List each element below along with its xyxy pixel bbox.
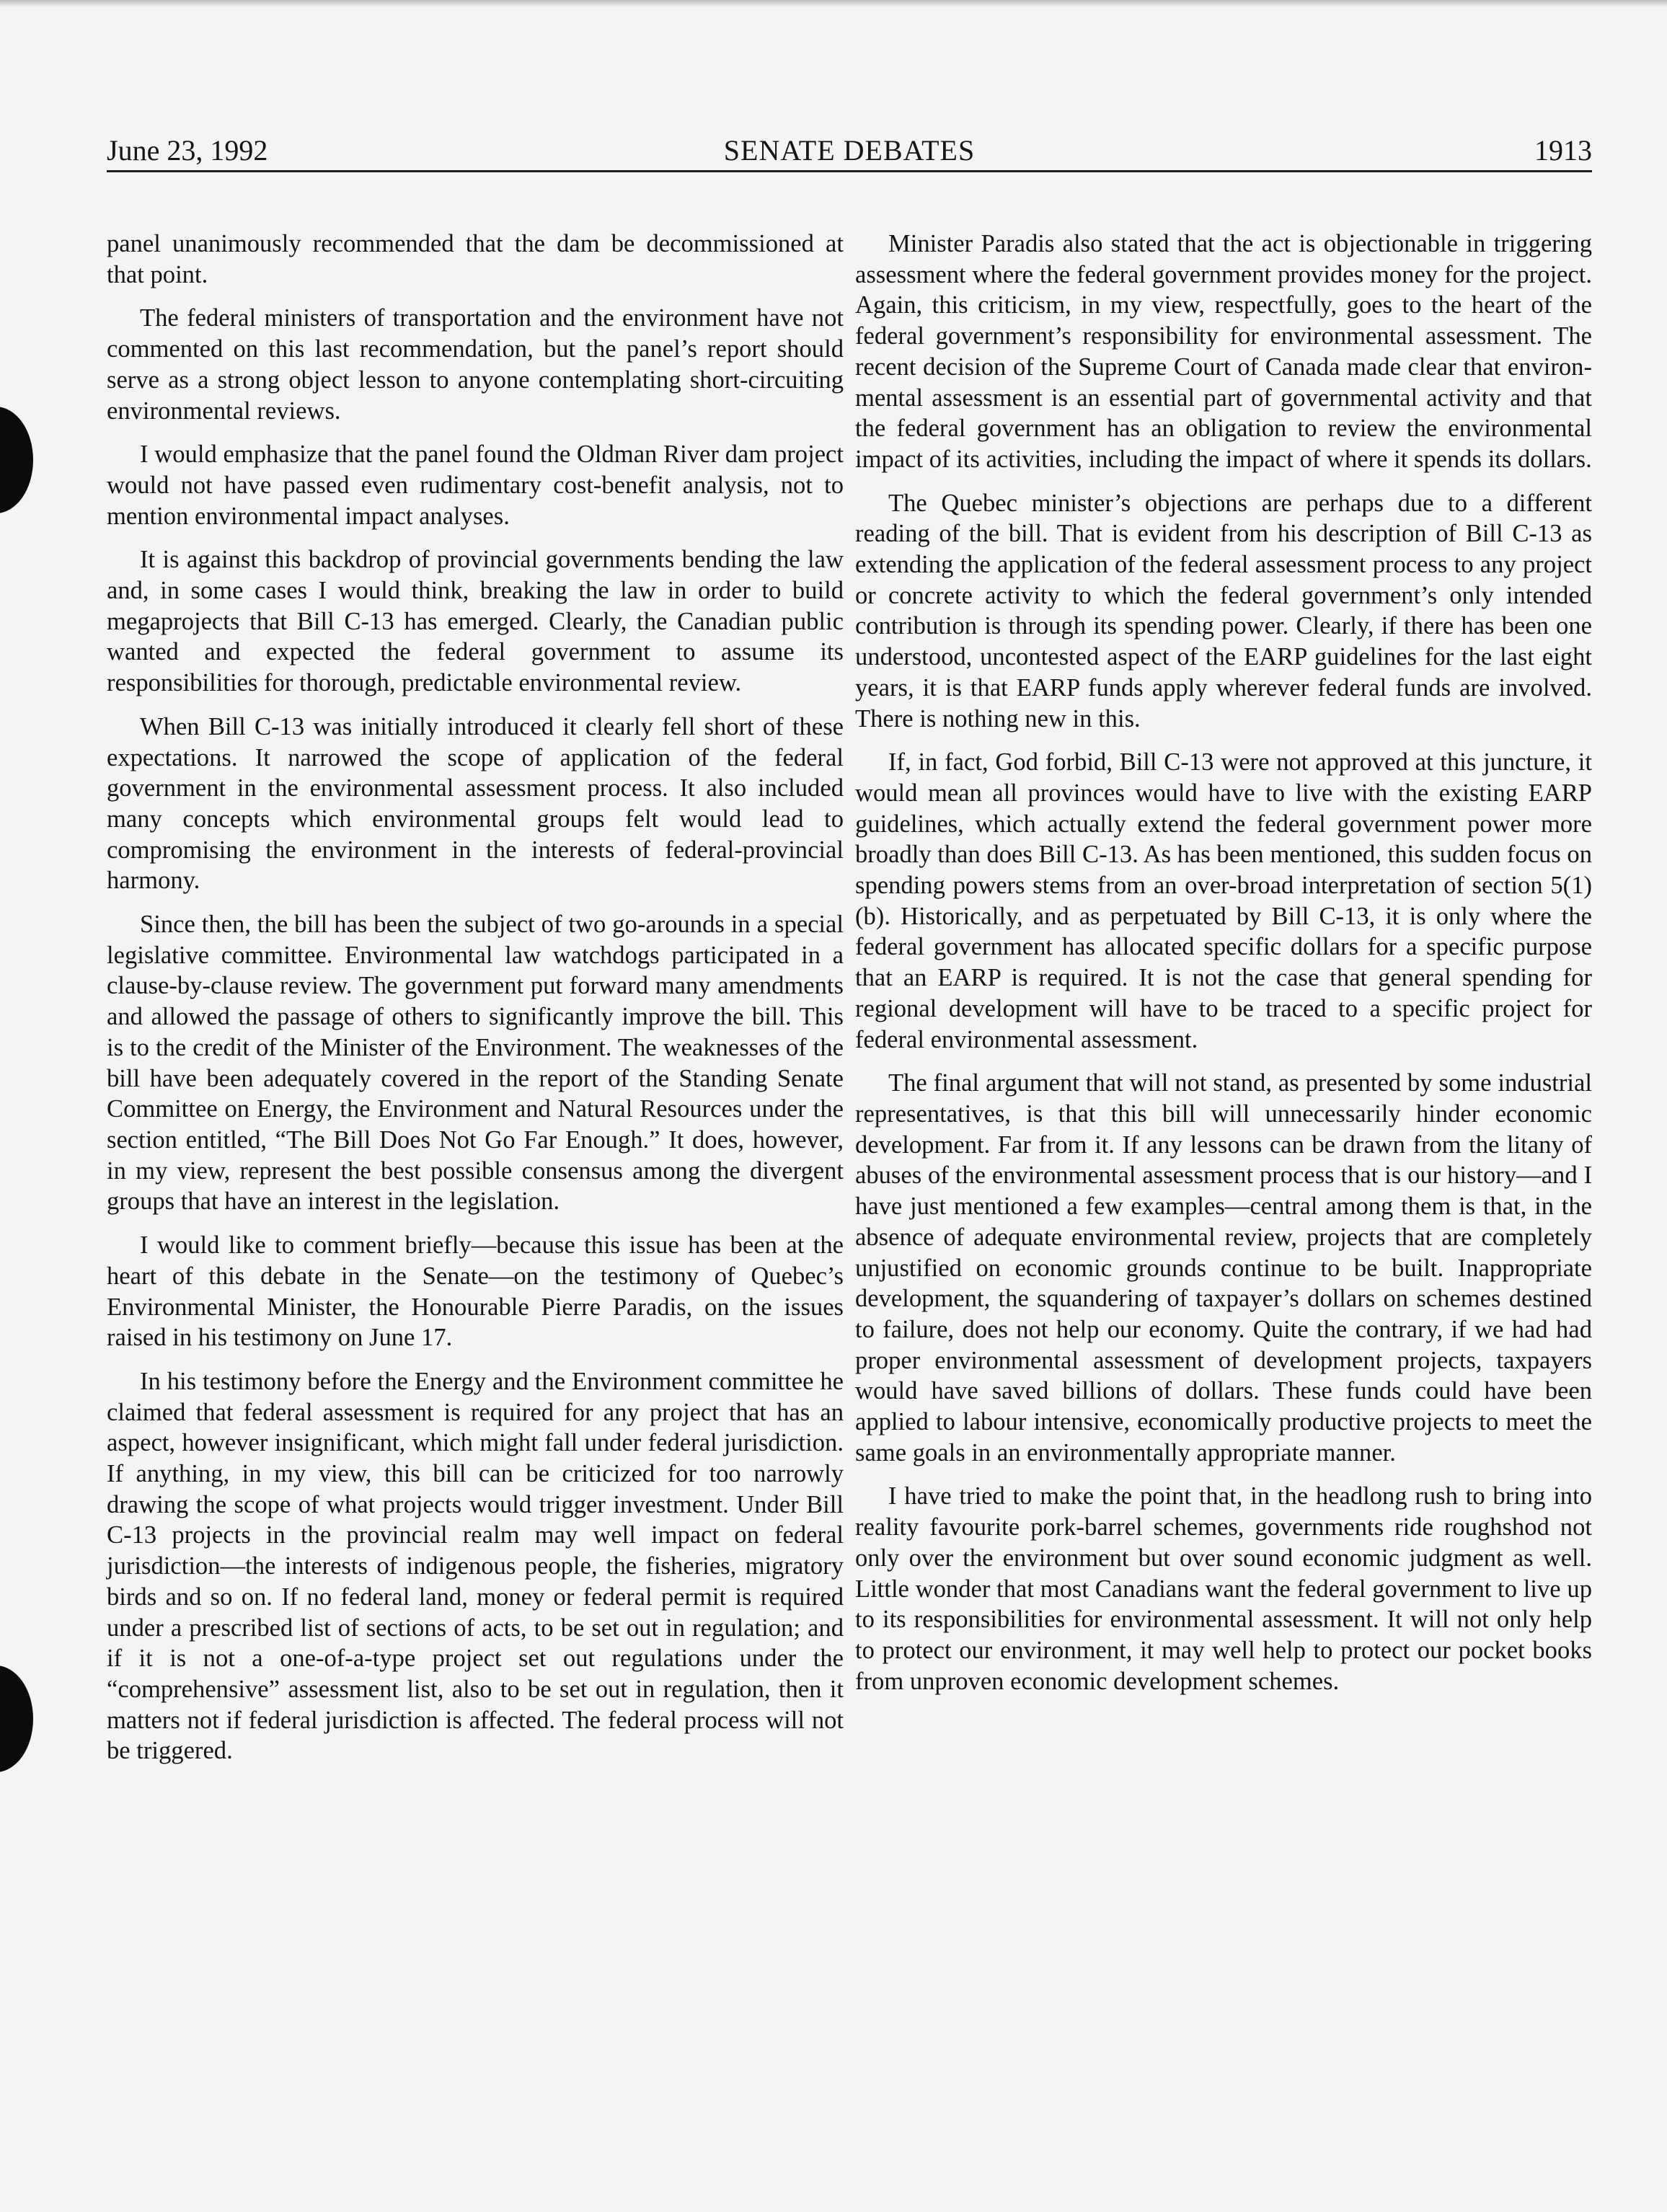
- scan-edge: [0, 0, 1667, 7]
- paragraph: panel unanimously recommended that the dam be decommissioned at that point.: [107, 230, 844, 288]
- paragraph: The final argument that will not stand, as presented by some industrial representatives, is that this bill will unnecessarily hinder economic development. Far from it. If any lessons can be drawn from the litany of abuses of the environmental assessment process that is our history—and I have just mentioned a few examples—central among them is that, in the absence of adequate environmental review, projects that are completely unjustified on economic grounds continue to be built. Inappropriate development, the squandering of taxpayer’s dollars on schemes destined to failure, does not help our economy. Quite the contrary, if we had had proper environmental assessment of development projects, taxpayers would have saved billions of dollars. These funds could have been applied to labour intensive, economically productive projects to meet the same goals in an environmentally appropriate manner.: [855, 1069, 1592, 1466]
- page-number: 1913: [1534, 134, 1592, 167]
- paragraph: Since then, the bill has been the subject of two go-arounds in a special legislative committee. Environmental law watchdogs participated in a clause-by-clause review. The government put forward many amendments and allowed the passage of others to significantly improve the bill. This is to the credit of the Minister of the Environment. The weaknesses of the bill have been adequately covered in the report of the Standing Senate Committee on Energy, the Environment and Natural Resources under the section entitled, “The Bill Does Not Go Far Enough.” It does, however, in my view, represent the best possible consensus among the divergent groups that have an interest in the legislation.: [107, 911, 844, 1216]
- paragraph: I would like to comment briefly—because this issue has been at the heart of this debate in the Senate—on the testimony of Quebec’s Environmental Minister, the Honourable Pierre Paradis, on the issues raised in his testimony on June 17.: [107, 1231, 844, 1352]
- punch-hole: [0, 407, 33, 513]
- paragraph: The federal ministers of transportation and the environment have not commented on this last recommendation, but the panel’s report should serve as a strong object lesson to anyone contemplating short-circuiting environmental reviews.: [107, 304, 844, 425]
- paragraph: I would emphasize that the panel found the Oldman River dam project would not have passed even rudimentary cost-benefit analysis, not to mention environmental impact analyses.: [107, 441, 844, 530]
- paragraph: I have tried to make the point that, in the headlong rush to bring into reality favourite pork-barrel schemes, governments ride roughshod not only over the environment but over sound economic judgment as well. Little wonder that most Canadians want the federal government to live up to its responsibilities for environmental assessment. It will not only help to protect our environment, it may well help to protect our pocket books from unproven economic development schemes.: [855, 1482, 1592, 1695]
- paragraph: In his testimony before the Energy and the Environment committee he claimed that federal assessment is required for any project that has an aspect, however insignificant, which might fall under federal jurisdiction. If anything, in my view, this bill can be criticized for too narrowly drawing the scope of what projects would trigger investment. Under Bill C-13 projects in the provincial realm may well impact on federal jurisdiction—the interests of indigenous people, the fisheries, migratory birds and so on. If no federal land, money or federal permit is required under a prescribed list of sections of acts, to be set out in regulation; and if it is not a one-of-a-type project set out regulations under the “comprehensive” assessment list, also to be set out in regulation, then it matters not if federal jurisdiction is affected. The federal process will not be triggered.: [107, 1367, 844, 1765]
- paragraph: When Bill C-13 was initially introduced it clearly fell short of these expectations. It narrowed the scope of application of the federal government in the environmental assessment process. It also included many concepts which environmental groups felt would lead to compromising the environment in the interests of federal-provincial harmony.: [107, 712, 844, 895]
- paragraph: If, in fact, God forbid, Bill C-13 were not approved at this juncture, it would mean all provinces would have to live with the existing EARP guidelines, which actually extend the federal government power more broadly than does Bill C-13. As has been mentioned, this sudden focus on spending powers stems from an over-broad interpretation of section 5(1)(b). Historically, and as perpetuated by Bill C-13, it is only where the federal government has allocated specific dollars for a specific purpose that an EARP is required. It is not the case that general spending for regional development will have to be traced to a specific project for federal environmental assessment.: [855, 748, 1592, 1053]
- header-rule: [107, 170, 1592, 172]
- paragraph: Minister Paradis also stated that the act is objectionable in triggering assessment where the federal government provides money for the project. Again, this criticism, in my view, respectfully, goes to the heart of the federal government’s responsibility for environmental assessment. The recent decision of the Supreme Court of Canada made clear that environmental assessment is an essential part of governmental activity and that the federal government has an obligation to review the environmental impact of its activities, including the impact of where it spends its dollars.: [855, 230, 1592, 473]
- paragraph: The Quebec minister’s objections are perhaps due to a different reading of the bill. That is evident from his description of Bill C-13 as extending the application of the federal assessment process to any project or concrete activity to which the federal government’s only intended contribution is through its spending power. Clearly, if there has been one understood, uncontested aspect of the EARP guidelines for the last eight years, it is that EARP funds apply wherever federal funds are involved. There is nothing new in this.: [855, 489, 1592, 733]
- punch-hole: [0, 1665, 33, 1772]
- header-date: June 23, 1992: [107, 134, 268, 167]
- paragraph: It is against this backdrop of provincial governments bending the law and, in some cases I would think, breaking the law in order to build megaprojects that Bill C-13 has emerged. Clearly, the Canadian public wanted and expected the federal government to assume its responsibilities for thorough, predictable environmental review.: [107, 546, 844, 697]
- right-column: [855, 229, 1592, 1709]
- left-column: [107, 229, 844, 1779]
- header-title: SENATE DEBATES: [723, 134, 976, 167]
- page-header: [107, 133, 1592, 174]
